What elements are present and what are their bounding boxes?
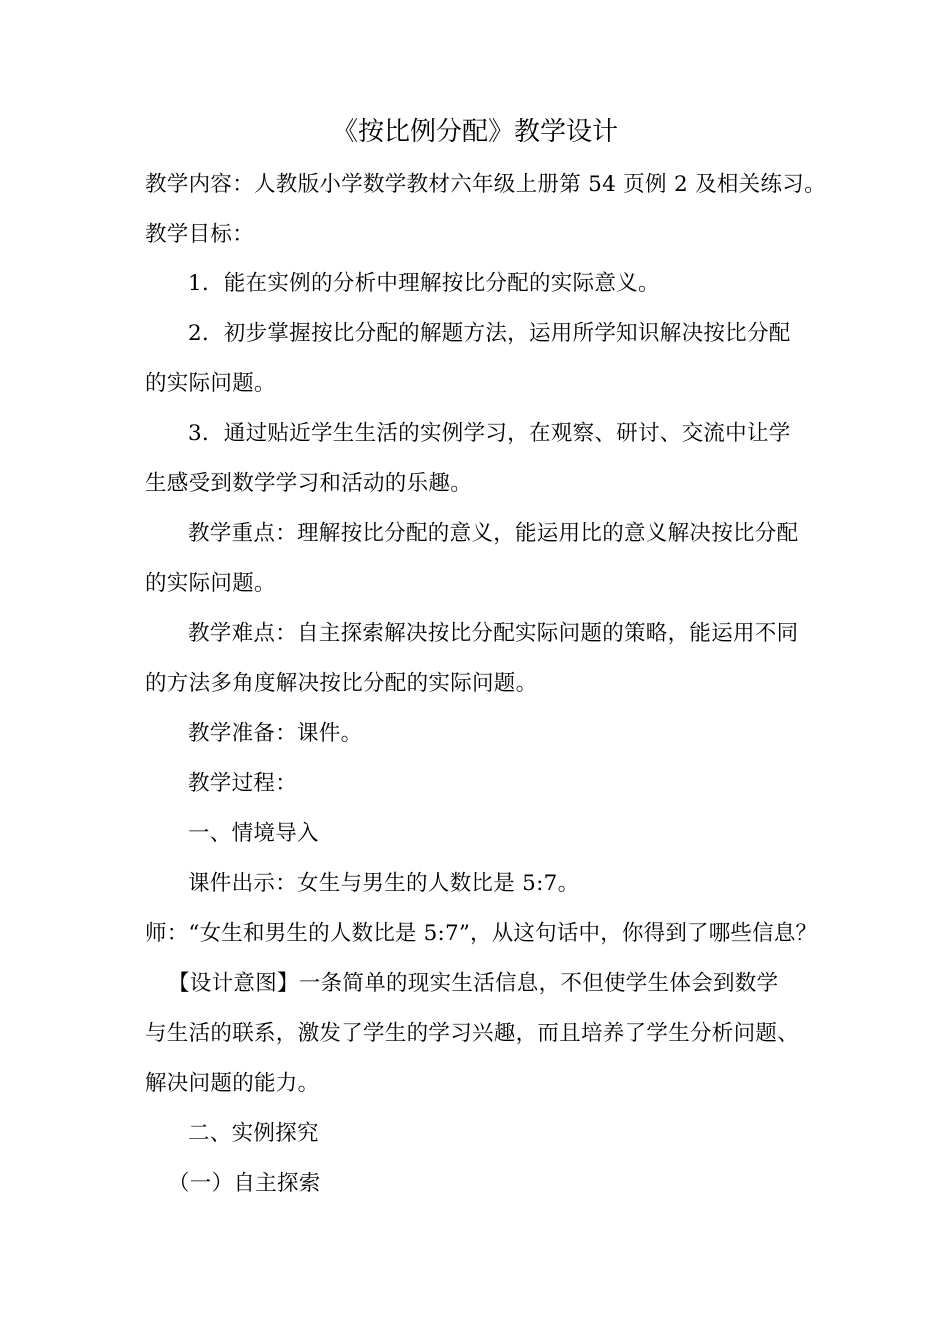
goal-1: 1．能在实例的分析中理解按比分配的实际意义。 (188, 271, 660, 296)
section-1-heading: 一、情境导入 (188, 821, 319, 846)
teaching-content-line: 教学内容：人教版小学数学教材六年级上册第 54 页例 2 及相关练习。 (145, 172, 826, 197)
goal-2-line-1: 2．初步掌握按比分配的解题方法，运用所学知识解决按比分配 (188, 321, 791, 346)
design-intent-line-1: 【设计意图】一条简单的现实生活信息，不但使学生体会到数学 (168, 971, 779, 996)
courseware-line: 课件出示：女生与男生的人数比是 5:7。 (188, 871, 580, 896)
goal-3-line-1: 3．通过贴近学生生活的实例学习，在观察、研讨、交流中让学 (188, 421, 791, 446)
key-points-line-1: 教学重点：理解按比分配的意义，能运用比的意义解决按比分配 (188, 521, 799, 546)
design-intent-line-3: 解决问题的能力。 (145, 1071, 320, 1096)
design-intent-line-2: 与生活的联系，激发了学生的学习兴趣，而且培养了学生分析问题、 (145, 1021, 800, 1046)
subsection-1-heading: （一）自主探索 (168, 1171, 321, 1196)
difficulties-line-2: 的方法多角度解决按比分配的实际问题。 (145, 671, 538, 696)
goal-3-line-2: 生感受到数学学习和活动的乐趣。 (145, 471, 473, 496)
preparation-line: 教学准备：课件。 (188, 721, 363, 746)
difficulties-line-1: 教学难点：自主探索解决按比分配实际问题的策略，能运用不同 (188, 621, 799, 646)
section-2-heading: 二、实例探究 (188, 1121, 319, 1146)
goal-2-line-2: 的实际问题。 (145, 371, 276, 396)
teaching-goals-heading: 教学目标： (145, 222, 255, 247)
process-heading: 教学过程： (188, 771, 298, 796)
key-points-line-2: 的实际问题。 (145, 571, 276, 596)
document-title: 《按比例分配》教学设计 (331, 117, 618, 147)
teacher-question-line: 师：“女生和男生的人数比是 5:7”，从这句话中，你得到了哪些信息？ (145, 921, 818, 946)
